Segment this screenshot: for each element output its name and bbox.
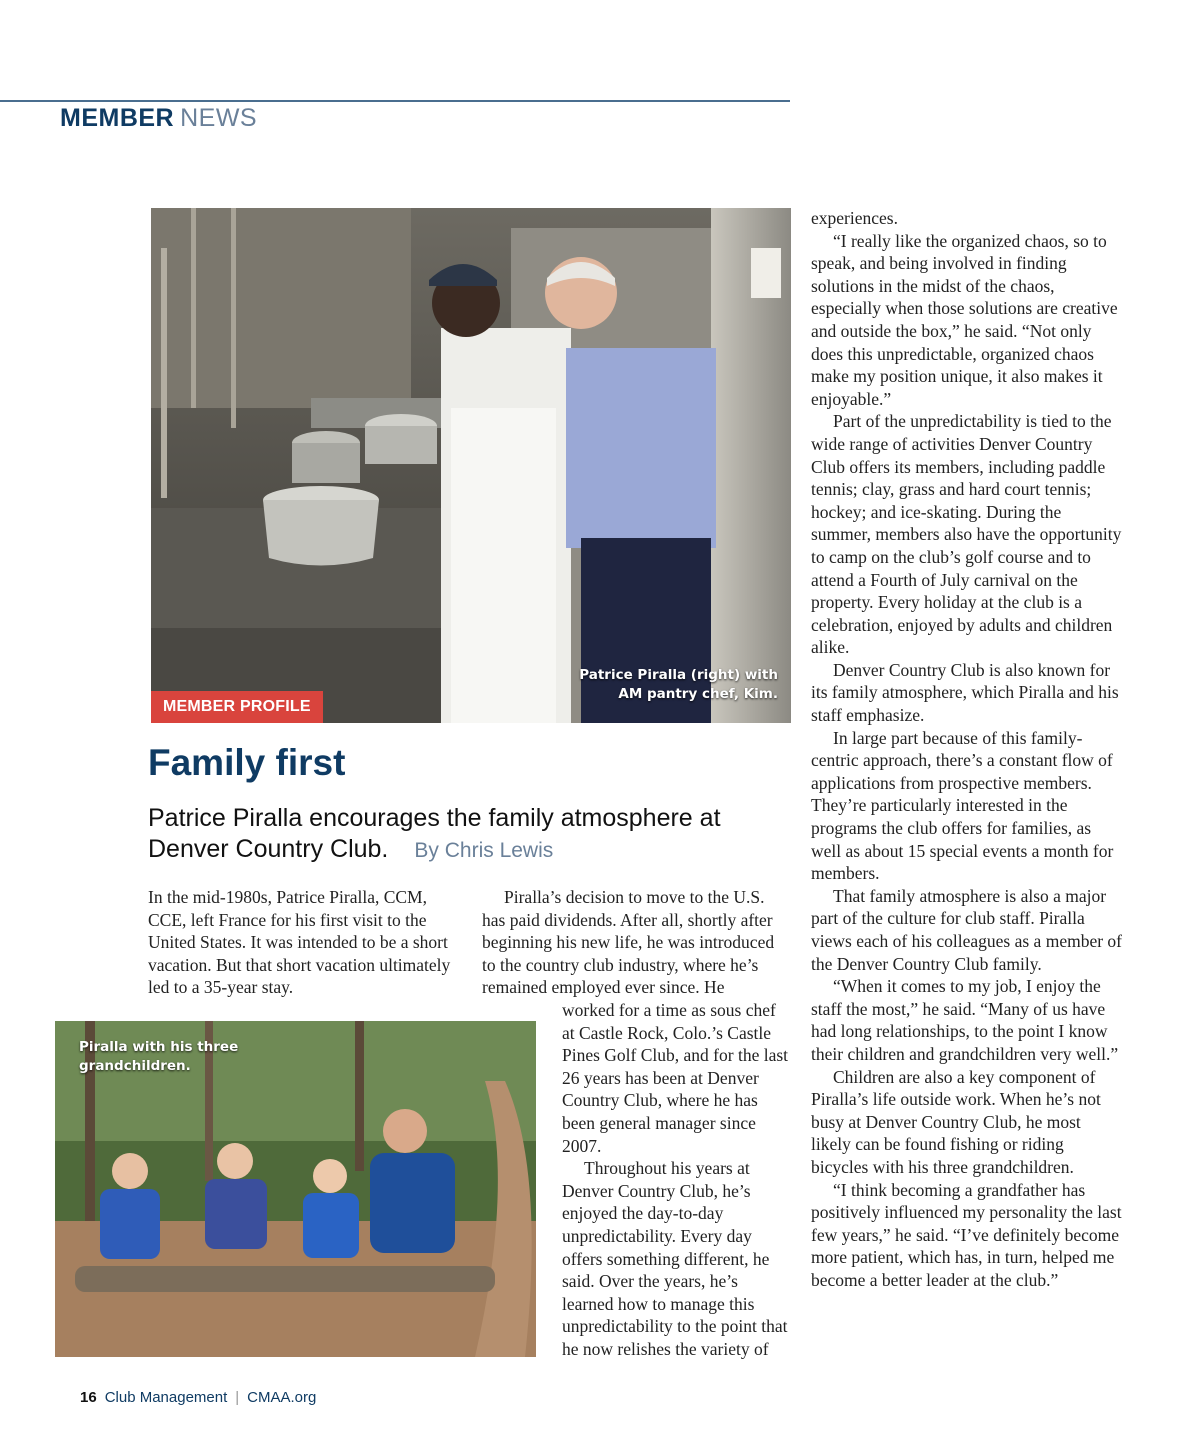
article-title: Family first [148,742,346,783]
article-byline: By Chris Lewis [414,839,554,862]
website-link[interactable]: CMAA.org [247,1389,317,1406]
section-label [60,104,257,133]
paragraph: Denver Country Club is also known for its family atmosphere, which Piralla and his staff emphasize. [811,659,1119,726]
paragraph: Piralla’s decision to move to the U.S. has paid dividends. After all, shortly after beginning his new life, he was introduced to the country club industry, where he’s remained employed ever since. He [482,887,775,998]
paragraph: worked for a time as sous chef at Castle Rock, Colo.’s Castle Pines Golf Club, and for the last 26 years has been at Denver Country Club, where he has been general manager since 2007. [562,1000,789,1156]
kitchen-caption-line2: AM pantry chef, Kim. [618,686,778,702]
paragraph: Children are also a key component of Piralla’s life outside work. When he’s not busy at Denver Country Club, he most likely can be found fishing or riding bicycles with his three grandchildren. [811,1066,1101,1177]
paragraph: In the mid-1980s, Patrice Piralla, CCM, CCE, left France for his first visit to the United States. It was intended to be a short vacation. But that short vacation ultimately led to a 35-year stay. [148,887,451,998]
paragraph: In large part because of this family-centric approach, there’s a constant flow of applications from prospective members. They’re particularly interested in the programs the club offers for families, as well as about 15 special events a month for members. [811,727,1114,884]
footer-divider: | [235,1389,240,1406]
section-label-bold: MEMBER [60,104,175,132]
family-photo-caption: Piralla with his three grandchildren. [79,1039,239,1074]
kitchen-photo-caption [528,666,778,704]
kitchen-photo [151,208,791,723]
section-label-light: NEWS [180,104,258,132]
article-subtitle [148,803,788,866]
header-rule [0,100,790,102]
paragraph: “I really like the organized chaos, so to speak, and being involved in finding solutions in the midst of the chaos, especially when those solutions are creative and outside the box,” he said. “Not only does this unpredictable, organized chaos make my position unique, it also makes it enjoyable.” [811,230,1118,409]
paragraph: Throughout his years at Denver Country Club, he’s enjoyed the day-to-day unpredictability. Every day offers something different, he said. Over the years, he’s learned how to manage this unpredictability to the point that he now relishes the variety of [562,1158,788,1359]
page-footer [80,1389,316,1406]
paragraph: “When it comes to my job, I enjoy the staff the most,” he said. “Many of us have had long relationships, to the point I know their children and grandchildren very well.” [811,976,1119,1064]
article-deck: Patrice Piralla encourages the family atmosphere at Denver Country Club. [148,804,721,863]
paragraph: That family atmosphere is also a major part of the culture for club staff. Piralla views each of his colleagues as a member of the Denver Country Club family. [811,885,1122,974]
body-column-2-top [482,886,792,999]
page-number: 16 [80,1389,97,1406]
member-profile-tag: MEMBER PROFILE [151,691,323,723]
body-column-3 [811,207,1123,1292]
paragraph: Part of the unpredictability is tied to the wide range of activities Denver Country Club offers its members, including paddle tennis; clay, grass and hard court tennis; hockey; and ice-skating. During the summer, members also have the opportunity to camp on the club’s golf course and to attend a Fourth of July carnival on the property. Every holiday at the club is a celebration, enjoyed by adults and children alike. [811,411,1122,658]
publication-name: Club Management [104,1389,228,1406]
paragraph: “I think becoming a grandfather has positively influenced my personality the last few years,” he said. “I’ve definitely become more patient, which has, in turn, helped me become a better leader at the club.” [811,1179,1122,1290]
body-column-1 [148,886,463,999]
kitchen-caption-line1: Patrice Piralla (right) with [579,667,778,683]
body-column-2-bottom [562,999,792,1361]
paragraph: experiences. [811,208,898,228]
